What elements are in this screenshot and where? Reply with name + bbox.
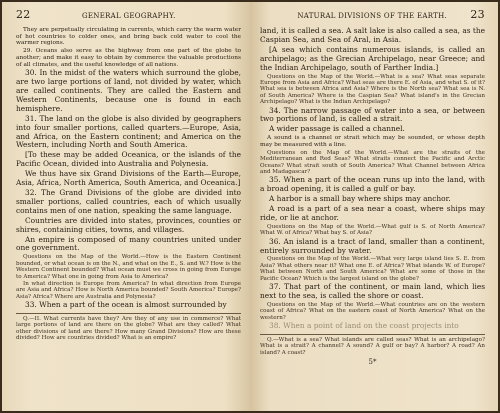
paragraph: 30. In the midst of the waters which surround the globe, are two large portions of land, not divided by water, which are called continents. They are called the Eastern and Western Continents, because one is found in each hemisphere. bbox=[16, 68, 241, 113]
left-page bbox=[2, 2, 250, 411]
paragraph: A harbor is a small bay where ships may anchor. bbox=[269, 194, 451, 204]
paragraph: [A sea which contains numerous islands, is called an archipelago; as the Grecian Archipelago, near Greece; and the Indian Archipelago, south of Farther India.] bbox=[260, 44, 485, 72]
paragraph: Questions on the Map of the World.—How is the Eastern Continent bounded, or what ocean is on the N., and what on the E., S. and W.? How is the Western Continent bounded? What ocean must we cross in going from Europe to America? What one in going from Asia to America? bbox=[16, 254, 241, 280]
paragraph: 34. The narrow passage of water into a sea, or between two portions of land, is called a strait. bbox=[260, 105, 485, 124]
left-footnote-rule bbox=[16, 313, 241, 314]
signature-mark: 5* bbox=[368, 358, 377, 367]
paragraph: 29. Oceans also serve as the highway from one part of the globe to another; and make it easy to obtain by commerce the valuable productions of all climates, and the useful knowledge of all nations. bbox=[16, 48, 241, 68]
paragraph: 35. When a part of the ocean runs up into the land, with a broad opening, it is called a gulf or bay. bbox=[260, 175, 485, 194]
left-running-head bbox=[16, 8, 241, 21]
paragraph: A sound is a channel or strait which may be sounded, or whose depth may be measured with a line. bbox=[260, 135, 485, 148]
paragraph: [To these may be added Oceanica, or the islands of the Pacific Ocean, divided into Australia and Polynesia. bbox=[16, 150, 241, 169]
paragraph: Questions on the Map of the World.—What is a sea? What seas separate Europe from Asia and Africa? What seas are there E. of Asia, and what S. of it? What sea is between Africa and Asia? Where is the North sea? What sea is N. of South America? Where is the Caspian Sea? What island's in the Grecian Archipelago? What is the Indian Archipelago? bbox=[260, 73, 485, 106]
paragraph: Countries are divided into states, provinces, counties or shires, containing cities, towns, and villages. bbox=[16, 215, 241, 234]
paragraph: They are perpetually circulating in currents, which carry the warm water of hot countries to colder ones, and bring back cold water to cool the warmer regions. bbox=[16, 27, 241, 47]
book-spread bbox=[2, 2, 498, 411]
right-page-body bbox=[260, 27, 485, 331]
paragraph: We thus have six Grand Divisions of the Earth—Europe, Asia, Africa, North America, South America, and Oceanica.] bbox=[16, 169, 241, 188]
paragraph: Questions on the Map of the World.—What very large island lies S. E. from Asia? What others near it? What one E. of Africa? What islands W. of Europe? What between North and South America? What are some of those in the Pacific Ocean? Which is the largest island on the globe? bbox=[260, 256, 485, 282]
paragraph: 36. An island is a tract of land, smaller than a continent, entirely surrounded by water. bbox=[260, 236, 485, 255]
right-footnote: Q.—What is a sea? What islands are called seas? What is an archipelago? What is a strait? A channel? A sound? A gulf or bay? A harbor? A road? An island? A coast? bbox=[260, 336, 485, 356]
paragraph: 31. The land on the globe is also divided by geographers into four smaller portions, called quarters.—Europe, Asia, and Africa, on the Eastern continent; and America on the Western, including North and South America. bbox=[16, 113, 241, 150]
left-page-body bbox=[16, 27, 241, 310]
left-footnote: Q.—II. What currents have they? Are they of any use in commerce? What large portions of land are there on the globe? What are they called? What other divisions of land are there? How many Grand Divisions? How are these divided? How are countries divided? What is an empire? bbox=[16, 315, 241, 342]
paragraph: Questions on the Map of the World.—What gulf is S. of North America? What W. of Africa? What bay S. of Asia? bbox=[260, 223, 485, 237]
paragraph: land, it is called a sea. A salt lake is also called a sea, as the Caspian Sea, and Sea of Aral, in Asia. bbox=[260, 26, 485, 44]
paragraph: In what direction is Europe from America? In what direction from Europe are Asia and Africa? How is North America bounded? South America? Europe? Asia? Africa? Where are Australia and Polynesia? bbox=[16, 280, 241, 300]
right-running-head bbox=[260, 8, 485, 21]
paragraph: A road is a part of a sea near a coast, where ships may ride, or lie at anchor. bbox=[260, 204, 485, 222]
paragraph: A wider passage is called a channel. bbox=[269, 124, 405, 134]
right-page-title: NATURAL DIVISIONS OF THE EARTH. bbox=[297, 12, 448, 20]
left-page-title: GENERAL GEOGRAPHY. bbox=[81, 12, 176, 20]
paragraph: An empire is composed of many countries united under one government. bbox=[16, 234, 241, 253]
paragraph: 38. When a point of land on the coast projects into bbox=[269, 321, 459, 331]
right-page-number: 23 bbox=[470, 8, 485, 21]
paragraph: 32. The Grand Divisions of the globe are divided into smaller portions, called countries, each of which usually contains men of one nation, speaking the same language. bbox=[16, 188, 241, 215]
paragraph: Questions on the Map of the World.—What countries are on the western coast of Africa? What on the eastern coast of North America? What on the western? bbox=[260, 301, 485, 321]
right-page bbox=[250, 2, 498, 411]
left-page-number: 22 bbox=[16, 8, 31, 21]
paragraph: 33. When a part of the ocean is almost surrounded by bbox=[25, 300, 227, 310]
paragraph: 37. That part of the continent, or main land, which lies next to the sea, is called the shore or coast. bbox=[260, 282, 485, 300]
paragraph: Questions on the Map of the World.—What are the straits of the Mediterranean and Red Seas? What straits connect the Pacific and Arctic Oceans? What strait south of South America? What Channel between Africa and Madagascar? bbox=[260, 149, 485, 175]
right-footnote-rule bbox=[260, 334, 485, 335]
